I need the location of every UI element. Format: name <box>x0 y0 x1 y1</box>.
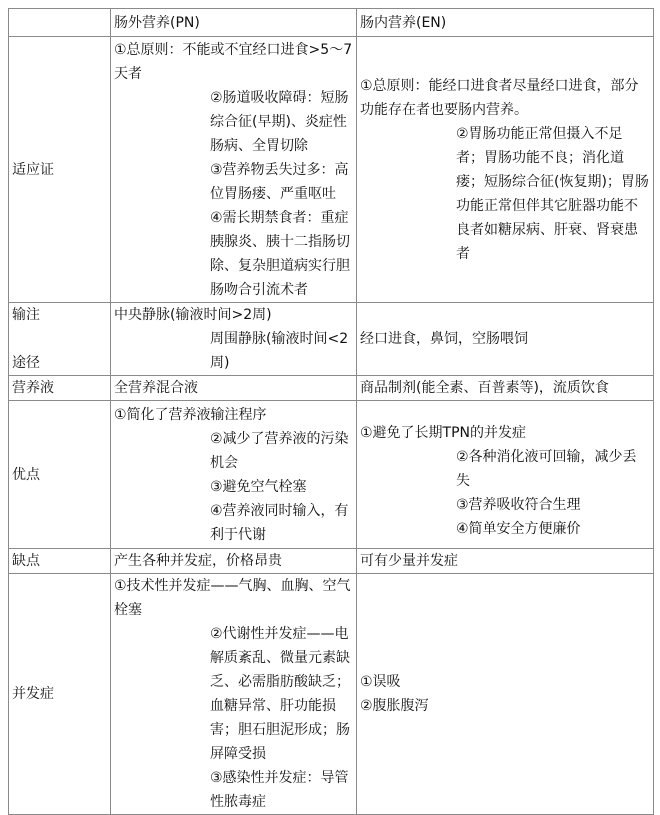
advantages-en-p3: ③营养吸收符合生理 <box>456 496 581 513</box>
route-label-a: 输注 <box>12 307 40 323</box>
complications-en-p2: ②腹胀腹泻 <box>360 698 429 714</box>
complications-pn-cell <box>111 574 357 815</box>
solution-en-cell: 商品制剂(能全素、百普素等)，流质饮食 <box>357 376 654 401</box>
solution-pn-cell: 全营养混合液 <box>111 376 357 401</box>
route-en-cell: 经口进食，鼻饲，空肠喂饲 <box>357 303 654 376</box>
indications-label: 适应证 <box>9 37 111 303</box>
disadvantages-en-cell: 可有少量并发症 <box>357 549 654 574</box>
route-row <box>9 303 654 376</box>
disadvantages-row <box>9 549 654 574</box>
advantages-pn-p2: ②减少了营养液的污染机会 <box>210 430 349 471</box>
header-pn: 肠外营养(PN) <box>111 9 357 37</box>
route-pn-cell <box>111 303 357 376</box>
complications-pn-p1: ①技术性并发症——气胸、血胸、空气栓塞 <box>114 578 351 618</box>
route-pn-p1: 中央静脉(输液时间>2周) <box>114 307 272 323</box>
advantages-en-p1: ①避免了长期TPN的并发症 <box>360 424 527 441</box>
indications-pn-p4: ④需长期禁食者：重症胰腺炎、胰十二指肠切 除、复杂胆道病实行胆肠吻合引流术者 <box>210 210 350 298</box>
advantages-en-p4: ④简单安全方便廉价 <box>456 520 581 537</box>
advantages-pn-p3: ③避免空气栓塞 <box>210 478 307 495</box>
advantages-pn-p1: ①简化了营养液输注程序 <box>114 406 267 423</box>
header-en: 肠内营养(EN) <box>357 9 654 37</box>
advantages-row <box>9 401 654 549</box>
solution-label: 营养液 <box>9 376 111 401</box>
complications-pn-p3: ③感染性并发症：导管性脓毒症 <box>210 770 349 810</box>
complications-en-p1: ①误吸 <box>360 674 401 690</box>
indications-en-cell <box>357 37 654 303</box>
header-empty-cell <box>9 9 111 37</box>
indications-pn-p2: ②肠道吸收障碍：短肠综合征(早期)、炎症性肠病、全胃切除 <box>210 90 349 154</box>
indications-pn-cell <box>111 37 357 303</box>
indications-en-p2: ②胃肠功能正常但摄入不足者；胃肠功能不良；消化道瘘；短肠综合征(恢复期)；胃肠功能正常但伴其它脏器功能不良者如糖尿病、肝衰、肾衰患者 <box>456 125 649 262</box>
advantages-en-cell <box>357 401 654 549</box>
complications-label: 并发症 <box>9 574 111 815</box>
indications-pn-p1: ①总原则：不能或不宜经口进食>5～7天者 <box>114 42 353 82</box>
disadvantages-pn-cell: 产生各种并发症，价格昂贵 <box>111 549 357 574</box>
advantages-label: 优点 <box>9 401 111 549</box>
route-label <box>9 303 111 376</box>
advantages-pn-p4: ④营养液同时输入，有利于代谢 <box>210 502 349 543</box>
disadvantages-label: 缺点 <box>9 549 111 574</box>
complications-row <box>9 574 654 815</box>
indications-row <box>9 37 654 303</box>
route-pn-p2: 周围静脉(输液时间<2周) <box>210 331 349 371</box>
route-label-b: 途径 <box>12 355 40 371</box>
indications-pn-p3: ③营养物丢失过多：高位胃肠瘘、严重呕吐 <box>210 162 349 202</box>
indications-en-p1: ①总原则：能经口进食者尽量经口进食，部分功能存在者也要肠内营养。 <box>360 77 639 118</box>
header-row <box>9 9 654 37</box>
solution-row <box>9 376 654 401</box>
advantages-en-p2: ②各种消化液可回输，减少丢失 <box>456 448 637 489</box>
pn-en-comparison-table <box>8 8 654 815</box>
complications-pn-p2: ②代谢性并发症——电解质紊乱、微量元素缺乏、必需脂肪酸缺乏；血糖异常、肝功能损害；胆石胆泥形成；肠屏障受损 <box>210 626 350 762</box>
advantages-pn-cell <box>111 401 357 549</box>
complications-en-cell <box>357 574 654 815</box>
